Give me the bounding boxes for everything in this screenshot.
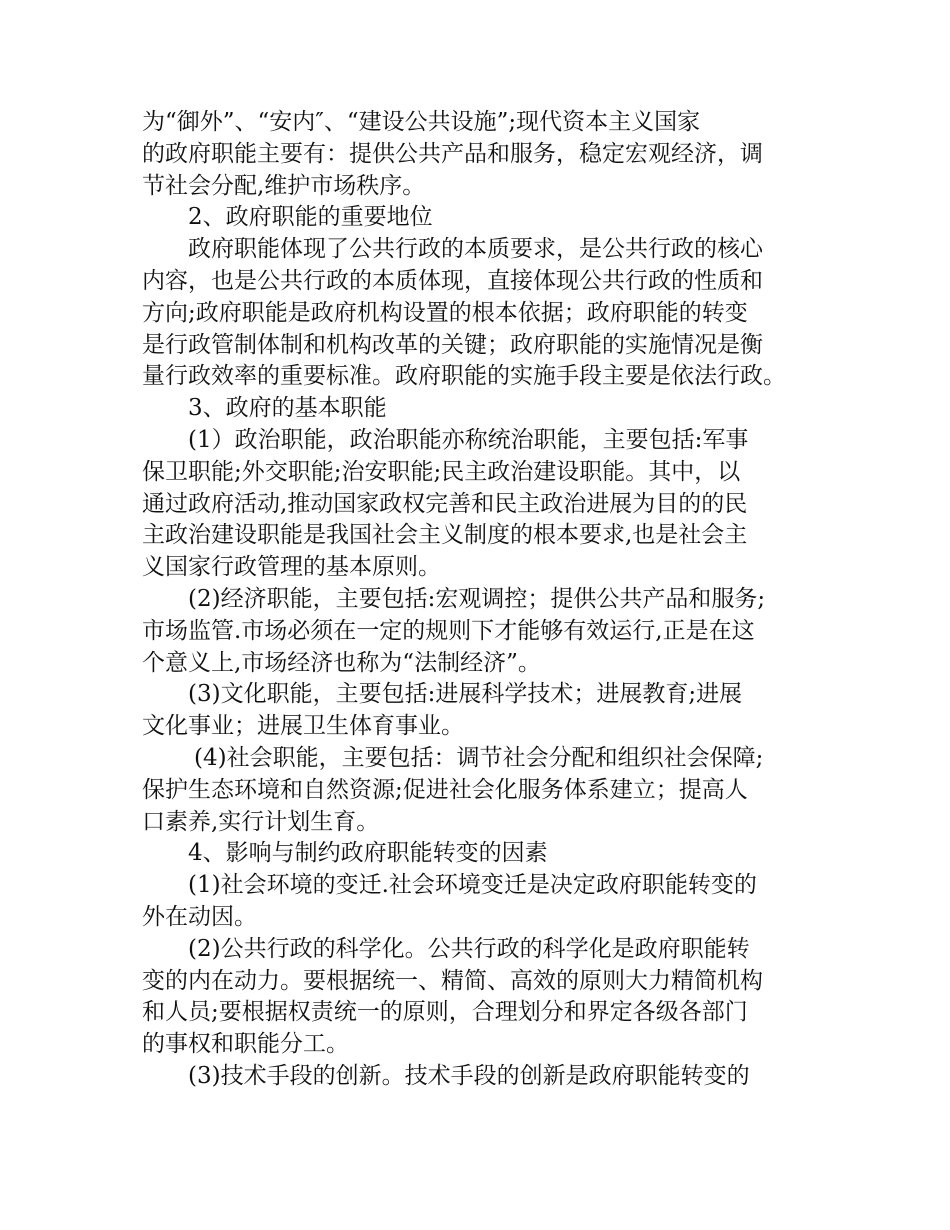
section-heading: 3、政府的基本职能	[188, 395, 387, 422]
text-line: 市场监管.市场必须在一定的规则下才能够有效运行,正是在这	[142, 617, 755, 644]
document-text-body	[142, 107, 832, 1093]
text-line: 方向;政府职能是政府机构设置的根本依据；政府职能的转变	[142, 299, 748, 326]
text-line: 义国家行政管理的基本原则。	[142, 554, 441, 581]
paragraph-start: (2)经济职能，主要包括:宏观调控；提供公共产品和服务;	[188, 585, 766, 612]
text-line: 个意义上,市场经济也称为“法制经济”。	[142, 649, 541, 676]
paragraph-start: (3)技术手段的创新。技术手段的创新是政府职能转变的	[188, 1062, 750, 1089]
text-line: 和人员;要根据权责统一的原则，合理划分和界定各级各部门	[142, 999, 748, 1026]
section-heading: 4、影响与制约政府职能转变的因素	[188, 840, 548, 867]
text-line: 外在动因。	[142, 903, 257, 930]
text-line: 为“御外”、“安内″、“建设公共设施”;现代资本主义国家	[142, 109, 701, 135]
paragraph-start: (2)公共行政的科学化。公共行政的科学化是政府职能转	[188, 935, 750, 962]
text-line: 的政府职能主要有：提供公共产品和服务，稳定宏观经济，调	[142, 140, 763, 167]
text-line: 是行政管制体制和机构改革的关键；政府职能的实施情况是衡	[142, 331, 763, 358]
text-line: 的事权和职能分工。	[142, 1031, 349, 1058]
text-line: 节社会分配,维护市场秩序。	[142, 172, 426, 199]
text-line: 文化事业；进展卫生体育事业。	[142, 713, 464, 740]
text-line: 主政治建设职能是我国社会主义制度的根本要求,也是社会主	[142, 522, 748, 549]
paragraph-start: 政府职能体现了公共行政的本质要求，是公共行政的核心	[188, 236, 763, 263]
paragraph-start: (1)社会环境的变迁.社会环境变迁是决定政府职能转变的	[188, 872, 757, 899]
text-line: 保卫职能;外交职能;治安职能;民主政治建设职能。其中，以	[142, 458, 741, 485]
text-line: 保护生态环境和自然资源;促进社会化服务体系建立；提高人	[142, 776, 748, 803]
text-line: 变的内在动力。要根据统一、精简、高效的原则大力精简机构	[142, 967, 763, 994]
text-line: 内容，也是公共行政的本质体现，直接体现公共行政的性质和	[142, 267, 763, 294]
paragraph-start: (3)文化职能，主要包括:进展科学技术；进展教育;进展	[188, 681, 743, 708]
paragraph-start: (1）政治职能，政治职能亦称统治职能，主要包括:军事	[188, 426, 749, 453]
text-line: 口素养,实行计划生育。	[142, 808, 380, 835]
section-heading: 2、政府职能的重要地位	[188, 204, 433, 231]
text-line: 量行政效率的重要标准。政府职能的实施手段主要是依法行政。	[142, 363, 786, 390]
paragraph-start: (4)社会职能，主要包括：调节社会分配和组织社会保障;	[194, 744, 764, 771]
text-line: 通过政府活动,推动国家政权完善和民主政治进展为目的的民	[142, 490, 748, 517]
